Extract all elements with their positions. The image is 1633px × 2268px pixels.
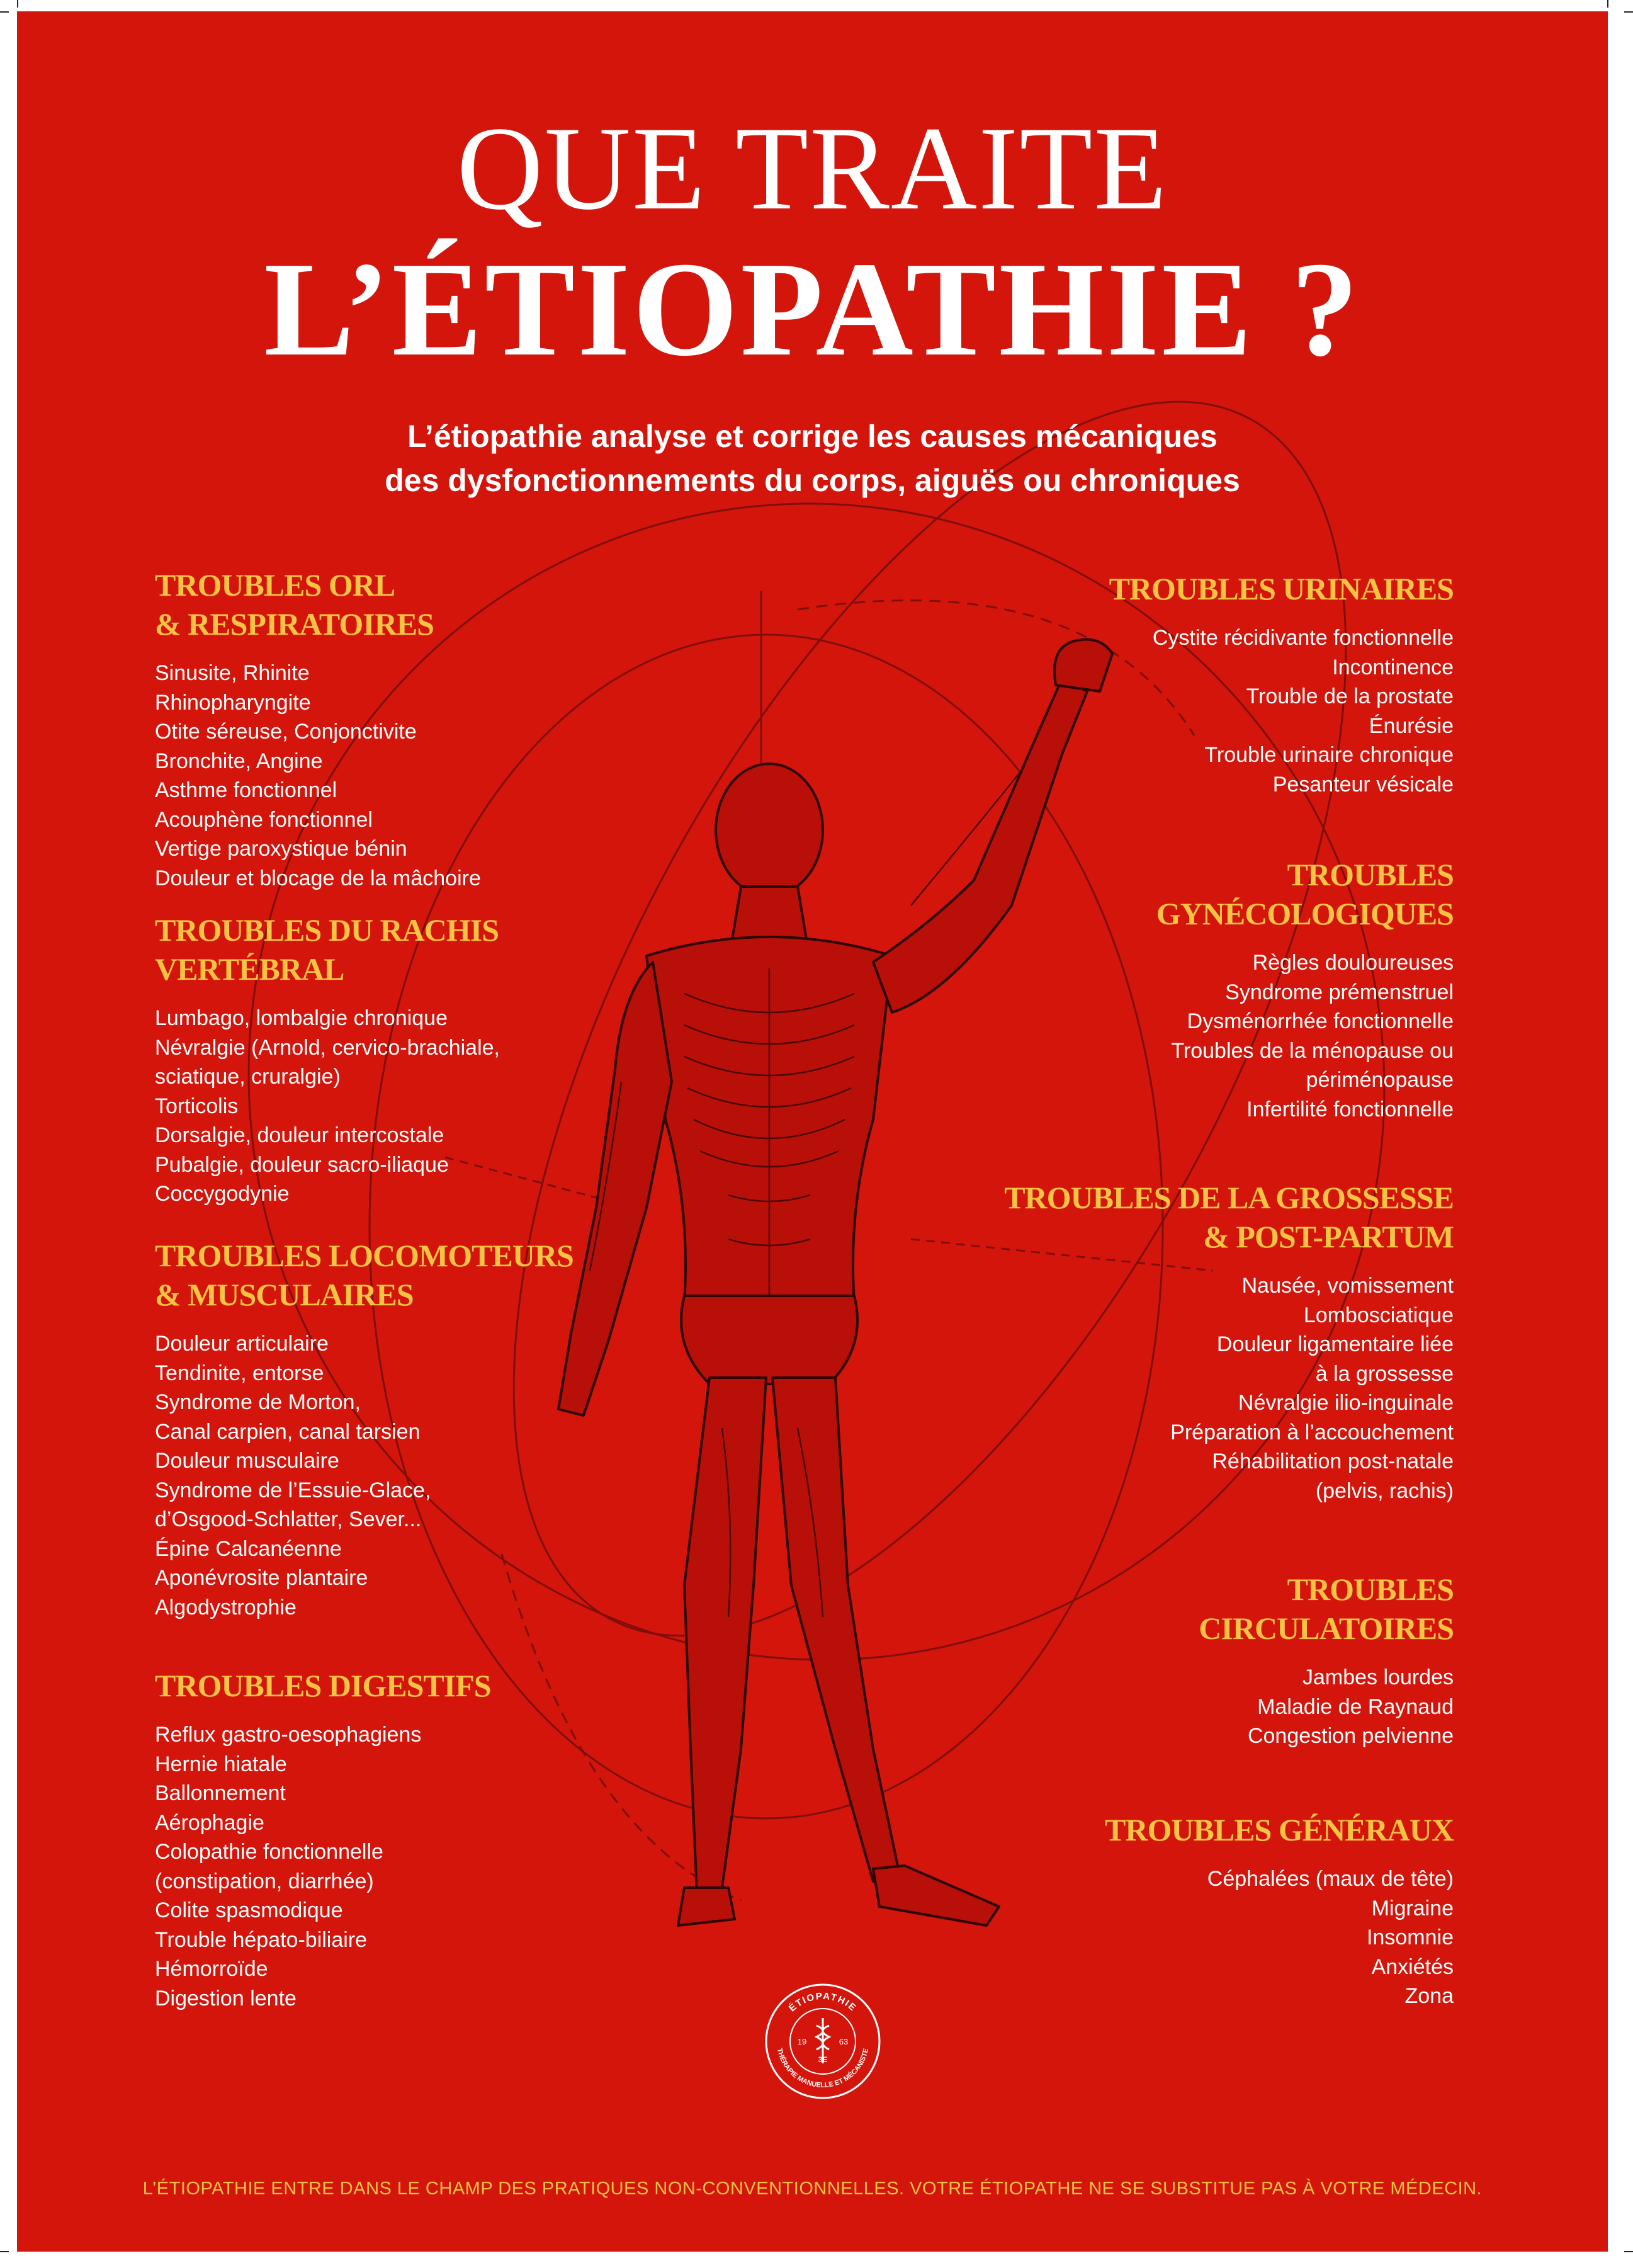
list-item: Bronchite, Angine <box>155 749 323 773</box>
list-item: Hernie hiatale <box>155 1752 287 1776</box>
section-heading: TROUBLES CIRCULATOIRES <box>1199 1572 1454 1646</box>
foot-shape <box>873 1866 999 1925</box>
list-item: Lombosciatique <box>1303 1303 1454 1327</box>
list-item: Infertilité fonctionnelle <box>1246 1097 1454 1121</box>
list-item: Colopathie fonctionnelle <box>155 1840 383 1864</box>
list-item: Douleur ligamentaire liée <box>1216 1332 1454 1356</box>
list-item: Migraine <box>1371 1896 1454 1920</box>
list-item: Syndrome de l’Essuie-Glace, <box>155 1478 431 1502</box>
list-item: (constipation, diarrhée) <box>155 1869 374 1893</box>
list-item: Ballonnement <box>155 1781 286 1805</box>
list-item: Syndrome prémenstruel <box>1225 980 1454 1004</box>
list-item: Canal carpien, canal tarsien <box>155 1419 421 1444</box>
section-heading: TROUBLES GYNÉCOLOGIQUES <box>1156 857 1454 931</box>
list-item: sciatique, cruralgie) <box>155 1065 341 1089</box>
list-item: Insomnie <box>1367 1925 1454 1949</box>
list-item: Colite spasmodique <box>155 1898 343 1922</box>
list-item: Rhinopharyngite <box>155 690 311 715</box>
etiopathie-seal-logo <box>763 1982 883 2101</box>
list-item: Incontinence <box>1332 655 1454 679</box>
list-item: Nausée, vomissement <box>1241 1274 1454 1298</box>
list-item: Asthme fonctionnel <box>155 778 337 802</box>
list-item: Névralgie (Arnold, cervico-brachiale, <box>155 1035 500 1060</box>
list-item: Sinusite, Rhinite <box>155 661 310 685</box>
hand-shape <box>1054 640 1112 692</box>
seal-bottom-text: THÉRAPIE MANUELLE ET MÉCANISTE <box>775 2048 871 2090</box>
section-locomoteurs <box>155 1236 574 1622</box>
list-item: Torticolis <box>155 1094 239 1118</box>
page-title-line2: L’ÉTIOPATHIE ? <box>264 234 1361 384</box>
list-item: Aponévrosite plantaire <box>155 1566 368 1590</box>
list-item: Coccygodynie <box>155 1182 290 1206</box>
section-urinaires <box>1109 569 1454 799</box>
condition-list <box>155 1720 491 2013</box>
list-item: Syndrome de Morton, <box>155 1390 361 1414</box>
list-item: Préparation à l’accouchement <box>1170 1420 1454 1444</box>
list-item: Cystite récidivante fonctionnelle <box>1152 626 1454 650</box>
list-item: Troubles de la ménopause ou <box>1171 1038 1454 1063</box>
list-item: Pesanteur vésicale <box>1272 772 1454 797</box>
list-item: Tendinite, entorse <box>155 1361 324 1385</box>
hanging-arm-shape <box>558 962 672 1415</box>
seal-year-left: 19 <box>797 2037 807 2046</box>
list-item: Trouble de la prostate <box>1246 684 1454 708</box>
list-item: Hémorroïde <box>155 1957 268 1981</box>
list-item: périménopause <box>1306 1068 1454 1092</box>
list-item: Jambes lourdes <box>1302 1665 1454 1689</box>
footer-disclaimer: L’ÉTIOPATHIE ENTRE DANS LE CHAMP DES PRATIQUES NON-CONVENTIONNELLES. VOTRE ÉTIOPATHE NE SE SUBSTITUE PAS À VOTRE MÉDECIN. <box>142 2179 1483 2199</box>
list-item: à la grossesse <box>1315 1361 1454 1386</box>
section-digestifs <box>155 1666 491 2013</box>
list-item: Lumbago, lombalgie chronique <box>155 1006 448 1030</box>
list-item: Douleur articulaire <box>155 1332 329 1356</box>
seal-year-right: 63 <box>839 2037 849 2046</box>
list-item: Algodystrophie <box>155 1595 297 1619</box>
section-heading: TROUBLES URINAIRES <box>1109 571 1454 606</box>
seal-monogram: 3E <box>818 2055 828 2064</box>
crop-mark <box>0 2251 9 2252</box>
condition-list <box>1109 623 1454 799</box>
list-item: Trouble hépato-biliaire <box>155 1927 368 1952</box>
section-heading: TROUBLES DIGESTIFS <box>155 1668 491 1703</box>
seal-top-text: ÉTIOPATHIE <box>786 1990 859 2014</box>
condition-list <box>155 1004 500 1209</box>
leg-shape <box>772 1378 898 1881</box>
crop-mark <box>17 0 18 8</box>
crop-mark <box>1607 0 1608 8</box>
section-heading: TROUBLES LOCOMOTEURS & MUSCULAIRES <box>155 1238 574 1312</box>
list-item: Digestion lente <box>155 1986 297 2010</box>
list-item: Trouble urinaire chronique <box>1204 743 1454 767</box>
section-heading: TROUBLES GÉNÉRAUX <box>1105 1812 1454 1847</box>
poster <box>17 11 1608 2252</box>
list-item: Zona <box>1404 1984 1454 2008</box>
list-item: Douleur et blocage de la mâchoire <box>155 866 481 890</box>
list-item: Congestion pelvienne <box>1247 1724 1454 1748</box>
list-item: Douleur musculaire <box>155 1449 339 1473</box>
crop-mark <box>1624 11 1633 13</box>
list-item: Vertige paroxystique bénin <box>155 837 407 861</box>
subtitle <box>17 414 1608 502</box>
condition-list <box>1199 1663 1454 1751</box>
list-item: Pubalgie, douleur sacro-iliaque <box>155 1152 449 1177</box>
section-rachis <box>155 910 500 1209</box>
list-item: Névralgie ilio-inguinale <box>1238 1391 1454 1415</box>
section-heading: TROUBLES DU RACHIS VERTÉBRAL <box>155 912 499 987</box>
section-heading: TROUBLES DE LA GROSSESSE & POST-PARTUM <box>1004 1180 1454 1254</box>
list-item: Règles douloureuses <box>1252 951 1454 975</box>
condition-list <box>155 659 481 893</box>
condition-list <box>1105 1864 1454 2011</box>
pelvis-shape <box>681 1296 857 1384</box>
section-grossesse <box>1004 1178 1454 1505</box>
foot-shape <box>678 1888 735 1925</box>
page-title-line1: QUE TRAITE <box>456 103 1168 235</box>
list-item: Réhabilitation post-natale <box>1212 1449 1454 1473</box>
section-heading: TROUBLES ORL & RESPIRATOIRES <box>155 567 434 642</box>
list-item: Céphalées (maux de tête) <box>1207 1867 1454 1891</box>
list-item: Acouphène fonctionnel <box>155 807 373 832</box>
section-gynecologiques <box>1156 855 1454 1124</box>
section-orl <box>155 565 481 893</box>
condition-list <box>155 1329 574 1622</box>
list-item: (pelvis, rachis) <box>1315 1478 1454 1503</box>
list-item: d’Osgood-Schlatter, Sever... <box>155 1507 422 1531</box>
list-item: Épine Calcanéenne <box>155 1536 342 1561</box>
list-item: Dysménorrhée fonctionnelle <box>1187 1009 1454 1033</box>
subtitle-line2: des dysfonctionnements du corps, aiguës ou chroniques <box>385 463 1240 498</box>
neck-shape <box>732 887 807 943</box>
crop-mark <box>1624 2251 1633 2252</box>
list-item: Reflux gastro-oesophagiens <box>155 1723 422 1747</box>
list-item: Aérophagie <box>155 1810 264 1835</box>
list-item: Anxiétés <box>1371 1954 1454 1979</box>
list-item: Dorsalgie, douleur intercostale <box>155 1123 444 1147</box>
subtitle-line1: L’étiopathie analyse et corrige les causes mécaniques <box>407 419 1218 454</box>
condition-list <box>1156 948 1454 1124</box>
condition-list <box>1004 1271 1454 1505</box>
list-item: Énurésie <box>1369 713 1454 738</box>
crop-mark <box>0 11 9 13</box>
list-item: Maladie de Raynaud <box>1257 1694 1454 1719</box>
list-item: Otite séreuse, Conjonctivite <box>155 720 417 744</box>
section-circulatoires <box>1199 1570 1454 1751</box>
section-generaux <box>1105 1810 1454 2011</box>
head-shape <box>716 764 823 896</box>
